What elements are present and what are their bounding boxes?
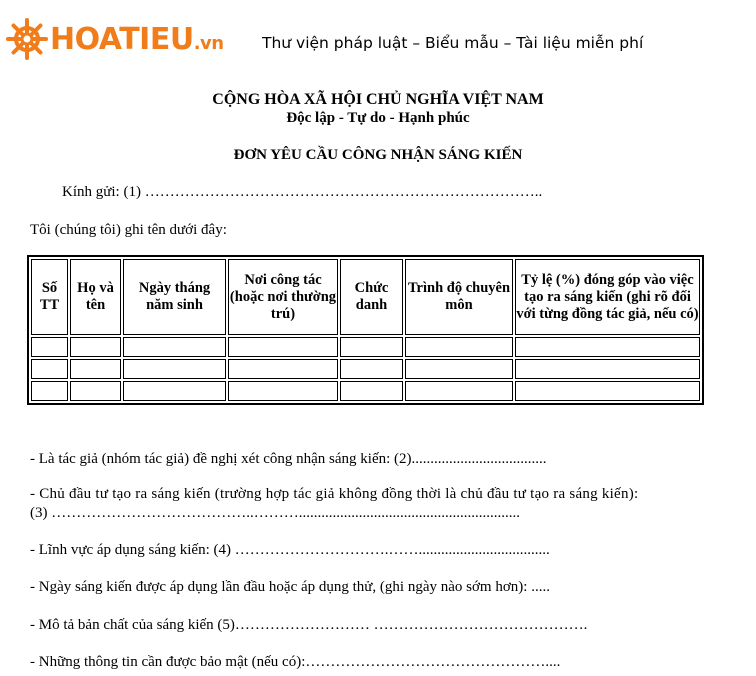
table-row	[31, 337, 700, 357]
table-row	[31, 381, 700, 401]
applied-date-line: - Ngày sáng kiến được áp dụng lần đầu hoặc áp dụng thử, (ghi ngày nào sớm hơn): .....	[30, 579, 550, 595]
column-header: Họ và tên	[70, 259, 121, 335]
column-header: Nơi công tác (hoặc nơi thường trú)	[228, 259, 338, 335]
tagline: Thư viện pháp luật – Biểu mẫu – Tài liệu miễn phí	[262, 34, 644, 52]
authors-table	[27, 255, 704, 405]
ship-wheel-icon	[6, 18, 48, 60]
author-line: - Là tác giả (nhóm tác giả) đề nghị xét công nhận sáng kiến: (2)....................................	[30, 451, 547, 467]
column-header: Chức danh	[340, 259, 403, 335]
national-motto: Độc lập - Tự do - Hạnh phúc	[286, 110, 470, 126]
table-row	[31, 359, 700, 379]
logo-text: HOATIEU.vn	[50, 21, 224, 57]
site-header	[0, 0, 756, 80]
table-header-row	[31, 259, 700, 335]
hoatieu-logo[interactable]	[6, 18, 224, 60]
recipient-line: Kính gửi: (1) ……………………………………………………………………..	[62, 184, 543, 200]
column-header: Trình độ chuyên môn	[405, 259, 513, 335]
confidential-line: - Những thông tin cần được bảo mật (nếu có):…………………………………………....	[30, 654, 561, 670]
investor-line: - Chủ đầu tư tạo ra sáng kiến (trường hợp tác giả không đồng thời là chủ đầu tư tạo ra sáng kiến):	[30, 486, 639, 502]
column-header: Tỷ lệ (%) đóng góp vào việc tạo ra sáng kiến (ghi rõ đối với từng đồng tác giả, nếu có)	[515, 259, 700, 335]
national-title: CỘNG HÒA XÃ HỘI CHỦ NGHĨA VIỆT NAM	[212, 91, 544, 108]
document-title: ĐƠN YÊU CẦU CÔNG NHẬN SÁNG KIẾN	[233, 147, 523, 163]
intro-line: Tôi (chúng tôi) ghi tên dưới đây:	[30, 222, 227, 238]
investor-value-line: (3) …………………………………..………...........................................................	[30, 505, 520, 521]
field-line: - Lĩnh vực áp dụng sáng kiến: (4) ………………………….……...................................	[30, 542, 550, 558]
column-header: Ngày tháng năm sinh	[123, 259, 226, 335]
column-header: Số TT	[31, 259, 68, 335]
description-line: - Mô tả bản chất của sáng kiến (5)……………………… …………………………………….	[30, 617, 588, 633]
